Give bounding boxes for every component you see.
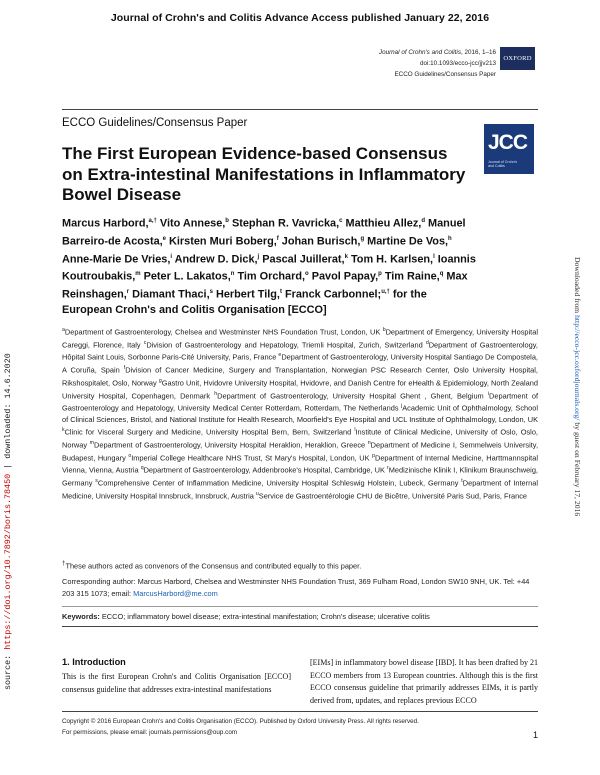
journal-pages: , 2016, 1–16 — [460, 49, 496, 56]
author-affiliation-mark: n — [230, 271, 235, 278]
author-affiliation-mark: c — [339, 218, 343, 224]
header-divider — [62, 109, 538, 110]
author-name: Matthieu Allez, — [342, 217, 422, 230]
author-affiliation-mark: i — [170, 253, 173, 260]
article-title: The First European Evidence-based Consensus on Extra-intestinal Manifestations in Inflammatory Bowel Disease — [62, 144, 466, 204]
download-watermark: Downloaded from http://ecco-jcc.oxfordjournals.org/ by guest on February 17, 2016 — [573, 257, 582, 517]
affiliation-text: Division of Cancer Medicine, Surgery and Transplantation, Norwegian PSC Research Center, Oslo University Hospital, Rikshospitalet, Oslo, Norway — [62, 365, 538, 388]
author-name: Anne-Marie De Vries, — [62, 253, 171, 266]
jcc-logo-letters: JCC — [488, 131, 528, 154]
author-affiliation-mark: l — [433, 253, 435, 260]
keywords: Keywords: ECCO; inflammatory bowel disease; extra-intestinal manifestation; Crohn's disease; ulcerative colitis — [62, 612, 430, 621]
author-affiliation-mark: g — [360, 235, 365, 242]
affiliation-text: Department of Gastroenterology, University Hospital Ghent , Ghent, Belgium — [217, 391, 488, 401]
article-meta — [379, 47, 496, 80]
affiliation-mark: a — [62, 327, 65, 333]
affiliation-mark: u — [255, 490, 259, 497]
affiliations — [62, 325, 538, 502]
affiliation-mark: h — [214, 390, 218, 397]
author-name: Vito Annese, — [156, 217, 226, 230]
affiliation-text: Medizinische Klinik I, Klinikum Braunschweig, Germany — [62, 465, 538, 488]
affiliation-mark: j — [401, 403, 403, 410]
copyright-footer: Copyright © 2016 European Crohn's and Colitis Organisation (ECCO). Published by Oxford University Press. All rights reserved. For permissions, please email: journals.permissions@oup.com — [62, 718, 419, 736]
journal-name: Journal of Crohn's and Colitis — [378, 49, 461, 56]
equal-contribution-note: †These authors acted as convenors of the Consensus and contributed equally to this paper. — [62, 560, 362, 571]
affiliation-text: Imperial College Healthcare NHS Trust, St Mary's Hospital, London, UK — [131, 453, 373, 463]
affiliation-text: Department of Gastroenterology, Chelsea and Westminster NHS Foundation Trust, London, UK — [64, 327, 383, 337]
author-affiliation-mark: d — [421, 218, 426, 224]
author-name: Manuel Barreiro-de Acosta, — [62, 217, 466, 248]
affiliation-mark: k — [62, 427, 65, 434]
author-list — [62, 214, 477, 318]
introduction-heading: 1. Introduction — [62, 657, 126, 667]
author-affiliation-mark: q — [439, 271, 444, 278]
affiliation-text: Department of Gastroenterology, University Hospital Heraklion, Heraklion, Greece — [94, 440, 368, 450]
intro-right-column: [EIMs] in inflammatory bowel disease [IBD]. It has been drafted by 21 ECCO members from 13 European countries. Although this is the first ECCO consensus guideline that primarily addresses EIMs, it is partly derived from, updates, and replaces previous ECCO — [310, 658, 538, 705]
author-name: Tim Orchard, — [234, 271, 306, 284]
affiliation-mark: e — [278, 352, 282, 359]
author-name: Marcus Harbord, — [62, 217, 149, 230]
affiliation-text: Institute of Clinical Medicine, University of Oslo, Oslo, Norway — [62, 427, 538, 450]
affiliation-text: Division of Gastroenterology and Hepatology, Triemli Hospital, Zurich, Switzerland — [146, 340, 426, 350]
affiliation-mark: s — [95, 478, 98, 485]
affiliation-text: Department of Gastroenterology, University Hospital Santiago De Compostela, A Coruña, Spain — [62, 352, 538, 375]
jcc-logo-subtitle: Journal of Crohn's and Colitis — [488, 160, 518, 169]
affiliation-text: Department of Gastroenterology, Addenbrooke's Hospital, Cambridge, UK — [143, 465, 388, 475]
author-name: Max Reinshagen, — [62, 271, 468, 301]
author-name: Tim Raine, — [381, 271, 440, 284]
affiliation-text: Gastro Unit, Hvidovre University Hospital, Hvidovre, and Danish Centre for eHealth & Epidemiology, North Zealand University Hospital, Copenhagen, Denmark — [62, 378, 538, 401]
affiliation-mark: i — [487, 390, 490, 397]
author-name: Herbert Tilg, — [212, 288, 280, 301]
affiliation-text: Department of Gastroenterology, Hôpital Saint Louis, Sorbonne Paris-Cité University, Paris, France — [62, 340, 538, 362]
affiliation-text: Service de Gastroentérologie CHU de Bicêtre, Université Paris Sud, Paris, France — [258, 491, 528, 501]
author-affiliation-mark: j — [257, 253, 260, 260]
author-name: Franck Carbonnel; — [281, 288, 382, 301]
source-watermark: source: https://doi.org/10.7892/boris.78450 | downloaded: 14.6.2020 — [3, 353, 13, 690]
author-affiliation-mark: o — [305, 271, 309, 278]
author-name: Johan Burisch, — [278, 235, 361, 248]
author-name: Stephan R. Vavricka, — [228, 217, 340, 230]
affiliation-mark: l — [354, 427, 356, 434]
page-number: 1 — [533, 730, 539, 740]
author-name: for the European Crohn's and Colitis Organisation [ECCO] — [62, 288, 427, 317]
affiliation-text: Clinic for Visceral Surgery and Medicine, University Hospital Bern, Bern, Switzerland — [64, 427, 355, 437]
affiliation-text: Department of Gastroenterology and Hepatology, University Medical Center Rotterdam, Rotterdam, The Netherlands — [62, 391, 538, 413]
affiliation-text: Department of Emergency, University Hospital Careggi, Florence, Italy — [62, 327, 538, 350]
affiliation-mark: b — [382, 327, 386, 333]
author-name: Martine De Vos, — [364, 235, 449, 248]
author-affiliation-mark: t — [279, 289, 282, 296]
author-affiliation-mark: m — [135, 271, 141, 278]
author-name: Peter L. Lakatos, — [140, 271, 231, 284]
affiliation-mark: q — [140, 465, 144, 472]
author-affiliation-mark: r — [126, 289, 130, 296]
author-affiliation-mark: a,† — [148, 218, 157, 224]
source-doi-link[interactable]: https://doi.org/10.7892/boris.78450 — [3, 473, 13, 650]
affiliation-mark: d — [425, 339, 429, 346]
journal-banner: Journal of Crohn's and Colitis Advance Access published January 22, 2016 — [110, 12, 490, 24]
affiliation-text: Academic Unit of Ophthalmology, School of Clinical Sciences, Bristol, and National Institute for Health Research, Moorfield's Eye Hospital and UCL Institute of Ophthalmology, London, UK — [62, 403, 538, 425]
footer-divider — [62, 711, 538, 712]
affiliation-mark: n — [367, 440, 371, 446]
affiliation-mark: p — [372, 452, 375, 459]
intro-left-column: This is the first European Crohn's and Colitis Organisation [ECCO] consensus guideline that addresses extra-intestinal manifestations — [62, 672, 291, 694]
author-affiliation-mark: u,† — [381, 289, 390, 296]
author-affiliation-mark: e — [162, 235, 167, 242]
affiliation-text: Department of Medicine I, Semmelweis University, Budapest, Hungary — [62, 440, 538, 463]
oxford-logo: OXFORD — [500, 47, 535, 70]
author-affiliation-mark: f — [276, 235, 279, 242]
affiliation-mark: g — [158, 377, 162, 384]
download-site-link[interactable]: http://ecco-jcc.oxfordjournals.org/ — [573, 315, 582, 421]
author-name: Pascal Juillerat, — [259, 253, 345, 266]
author-affiliation-mark: k — [344, 253, 348, 260]
author-affiliation-mark: s — [209, 289, 213, 296]
affiliation-mark: t — [461, 478, 463, 485]
author-name: Tom H. Karlsen, — [347, 253, 434, 266]
affiliation-mark: o — [128, 452, 132, 459]
author-name: Ioannis Koutroubakis, — [62, 253, 476, 284]
affiliation-text: Department of Internal Medicine, University Hospital Innsbruck, Innsbruck, Austria — [62, 478, 538, 501]
affiliation-mark: c — [143, 339, 147, 346]
affiliation-mark: m — [89, 440, 94, 446]
keywords-top-divider — [62, 606, 538, 607]
corresponding-author: Corresponding author: Marcus Harbord, Chelsea and Westminster NHS Foundation Trust, 369 Fulham Road, London SW10 9NH, UK. Tel: +44 203 315 1073; email: MarcusHarbord@me.com — [62, 577, 530, 598]
affiliation-mark: f — [123, 365, 126, 372]
author-name: Andrew D. Dick, — [172, 253, 258, 266]
article-category: ECCO Guidelines/Consensus Paper — [62, 117, 248, 129]
author-affiliation-mark: b — [225, 218, 229, 224]
affiliation-text: Department of Internal Medicine, Harttmannspital Vienna, Vienna, Austria — [62, 453, 538, 475]
author-name: Pavol Papay, — [308, 271, 379, 284]
keywords-bottom-divider — [62, 626, 538, 627]
article-type: ECCO Guidelines/Consensus Paper — [394, 71, 496, 78]
jcc-logo — [484, 124, 534, 174]
email-link[interactable]: MarcusHarbord@me.com — [133, 589, 218, 598]
author-affiliation-mark: h — [448, 235, 452, 242]
author-affiliation-mark: p — [378, 271, 382, 278]
affiliation-text: Comprehensive Center of Inflammation Medicine, University Hospital Schleswig Holstein, Lubeck, Germany — [97, 478, 462, 488]
author-name: Diamant Thaci, — [129, 288, 210, 301]
doi-text[interactable]: doi:10.1093/ecco-jcc/jjv213 — [420, 60, 496, 67]
affiliation-mark: r — [387, 465, 389, 472]
author-name: Kirsten Muri Boberg, — [166, 235, 277, 248]
